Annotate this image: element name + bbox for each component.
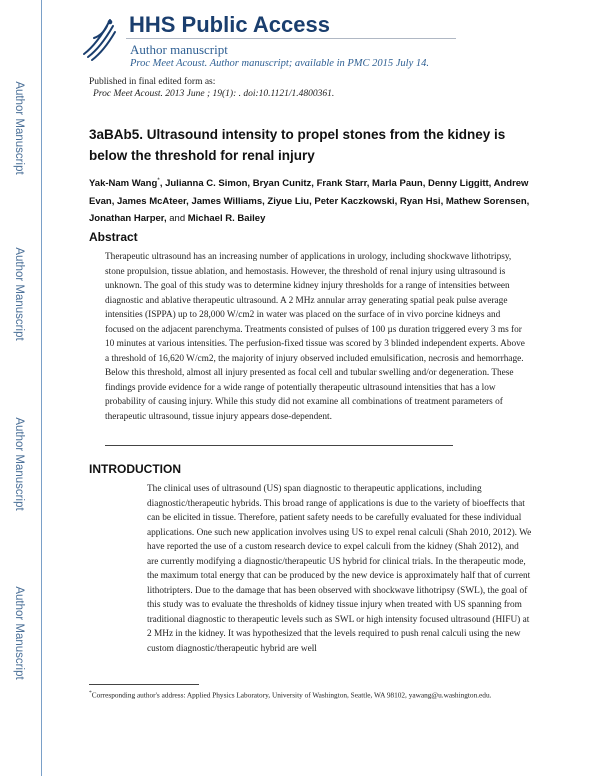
side-label: Author Manuscript [13,417,25,511]
header-rule [126,38,456,39]
author-manuscript-label: Author manuscript [130,42,228,57]
footnote-divider [89,684,199,685]
introduction-heading: INTRODUCTION [89,462,181,476]
footnote: *Corresponding author's address: Applied Physics Laboratory, University of Washington, Seattle, WA 98102, yawang@u.washington.edu. [89,690,492,700]
introduction-text: The clinical uses of ultrasound (US) span diagnostic to therapeutic applications, including diagnostic/therapeutic hybrids. This broad range of applications is due to the variety of bioeffects that can be elicited in tissue. Therefore, patient safety needs to be carefully evaluated for these individual applications. One such new application involves using US to expel renal calculi (Shah 2010, 2012). We have reported the use of a custom research device to expel calculi from the kidney (Shah 2012), and are currently modifying a diagnostic/therapeutic US hybrid for clinical trials. In the therapeutic mode, the maximum total energy that can be produced by the new device is approximately half that of current lithotripters. Due to the damage that has been observed with shockwave lithotripsy (SWL), the goal of this study was to evaluate the thresholds of kidney tissue injury when treated with US spanning from traditional diagnostic to therapeutic levels such as SWL or high intensity focused ultrasound (HIFU) at 2 MHz in the kidney. It was hypothesized that the levels required to push renal calculi using the new custom diagnostic/therapeutic hybrid are well [147,484,532,654]
article-title: 3aBAb5. Ultrasound intensity to propel stones from the kidney is below the threshold for renal injury [89,127,506,163]
side-label: Author Manuscript [13,247,25,341]
side-label: Author Manuscript [13,586,25,680]
author-list: Yak-Nam Wang*, Julianna C. Simon, Bryan Cunitz, Frank Starr, Marla Paun, Denny Liggitt, Andrew Evan, James McAteer, James Williams, Ziyue Liu, Peter Kaczkowski, Ryan Hsi, Mathew Sorensen, Jonathan Harper, and Michael R. Bailey [89,177,530,224]
margin-rule [41,0,42,776]
publication-citation: Proc Meet Acoust. 2013 June ; 19(1): . doi:10.1121/1.4800361. [93,89,335,99]
published-label: Published in final edited form as: [89,77,216,87]
side-label: Author Manuscript [13,81,25,175]
abstract-heading: Abstract [89,230,138,244]
journal-line: Proc Meet Acoust. Author manuscript; available in PMC 2015 July 14. [130,58,430,69]
hhs-title: HHS Public Access [129,12,330,37]
abstract-text: Therapeutic ultrasound has an increasing number of applications in urology, including shockwave lithotripsy, stone propulsion, tissue ablation, and hemostasis. However, the threshold of renal injury using ultrasound is unknown. The goal of this study was to determine kidney injury thresholds for a range of intensities between diagnostic and ablative therapeutic ultrasound. A 2 MHz annular array generating spatial peak pulse average intensities (ISPPA) up to 28,000 W/cm2 in water was placed on the surface of in vivo porcine kidneys and focused on the adjacent parenchyma. Treatments consisted of pulses of 100 µs duration triggered every 3 ms for 10 minutes at various intensities. The perfusion-fixed tissue was scored by 3 blinded independent experts. Above a threshold of 16,620 W/cm2, the majority of injury observed included emulsification, necrosis and hemorrhage. Below this threshold, almost all injury presented as focal cell and tubular swelling and/or degeneration. These findings provide evidence for a wide range of potentially therapeutic ultrasound intensities that has a low probability of causing injury. While this study did not examine all combinations of treatment parameters of therapeutic ultrasound, tissue injury appears dose-dependent. [105,252,525,422]
hhs-eagle-logo [80,14,118,64]
abstract-divider [105,445,453,446]
